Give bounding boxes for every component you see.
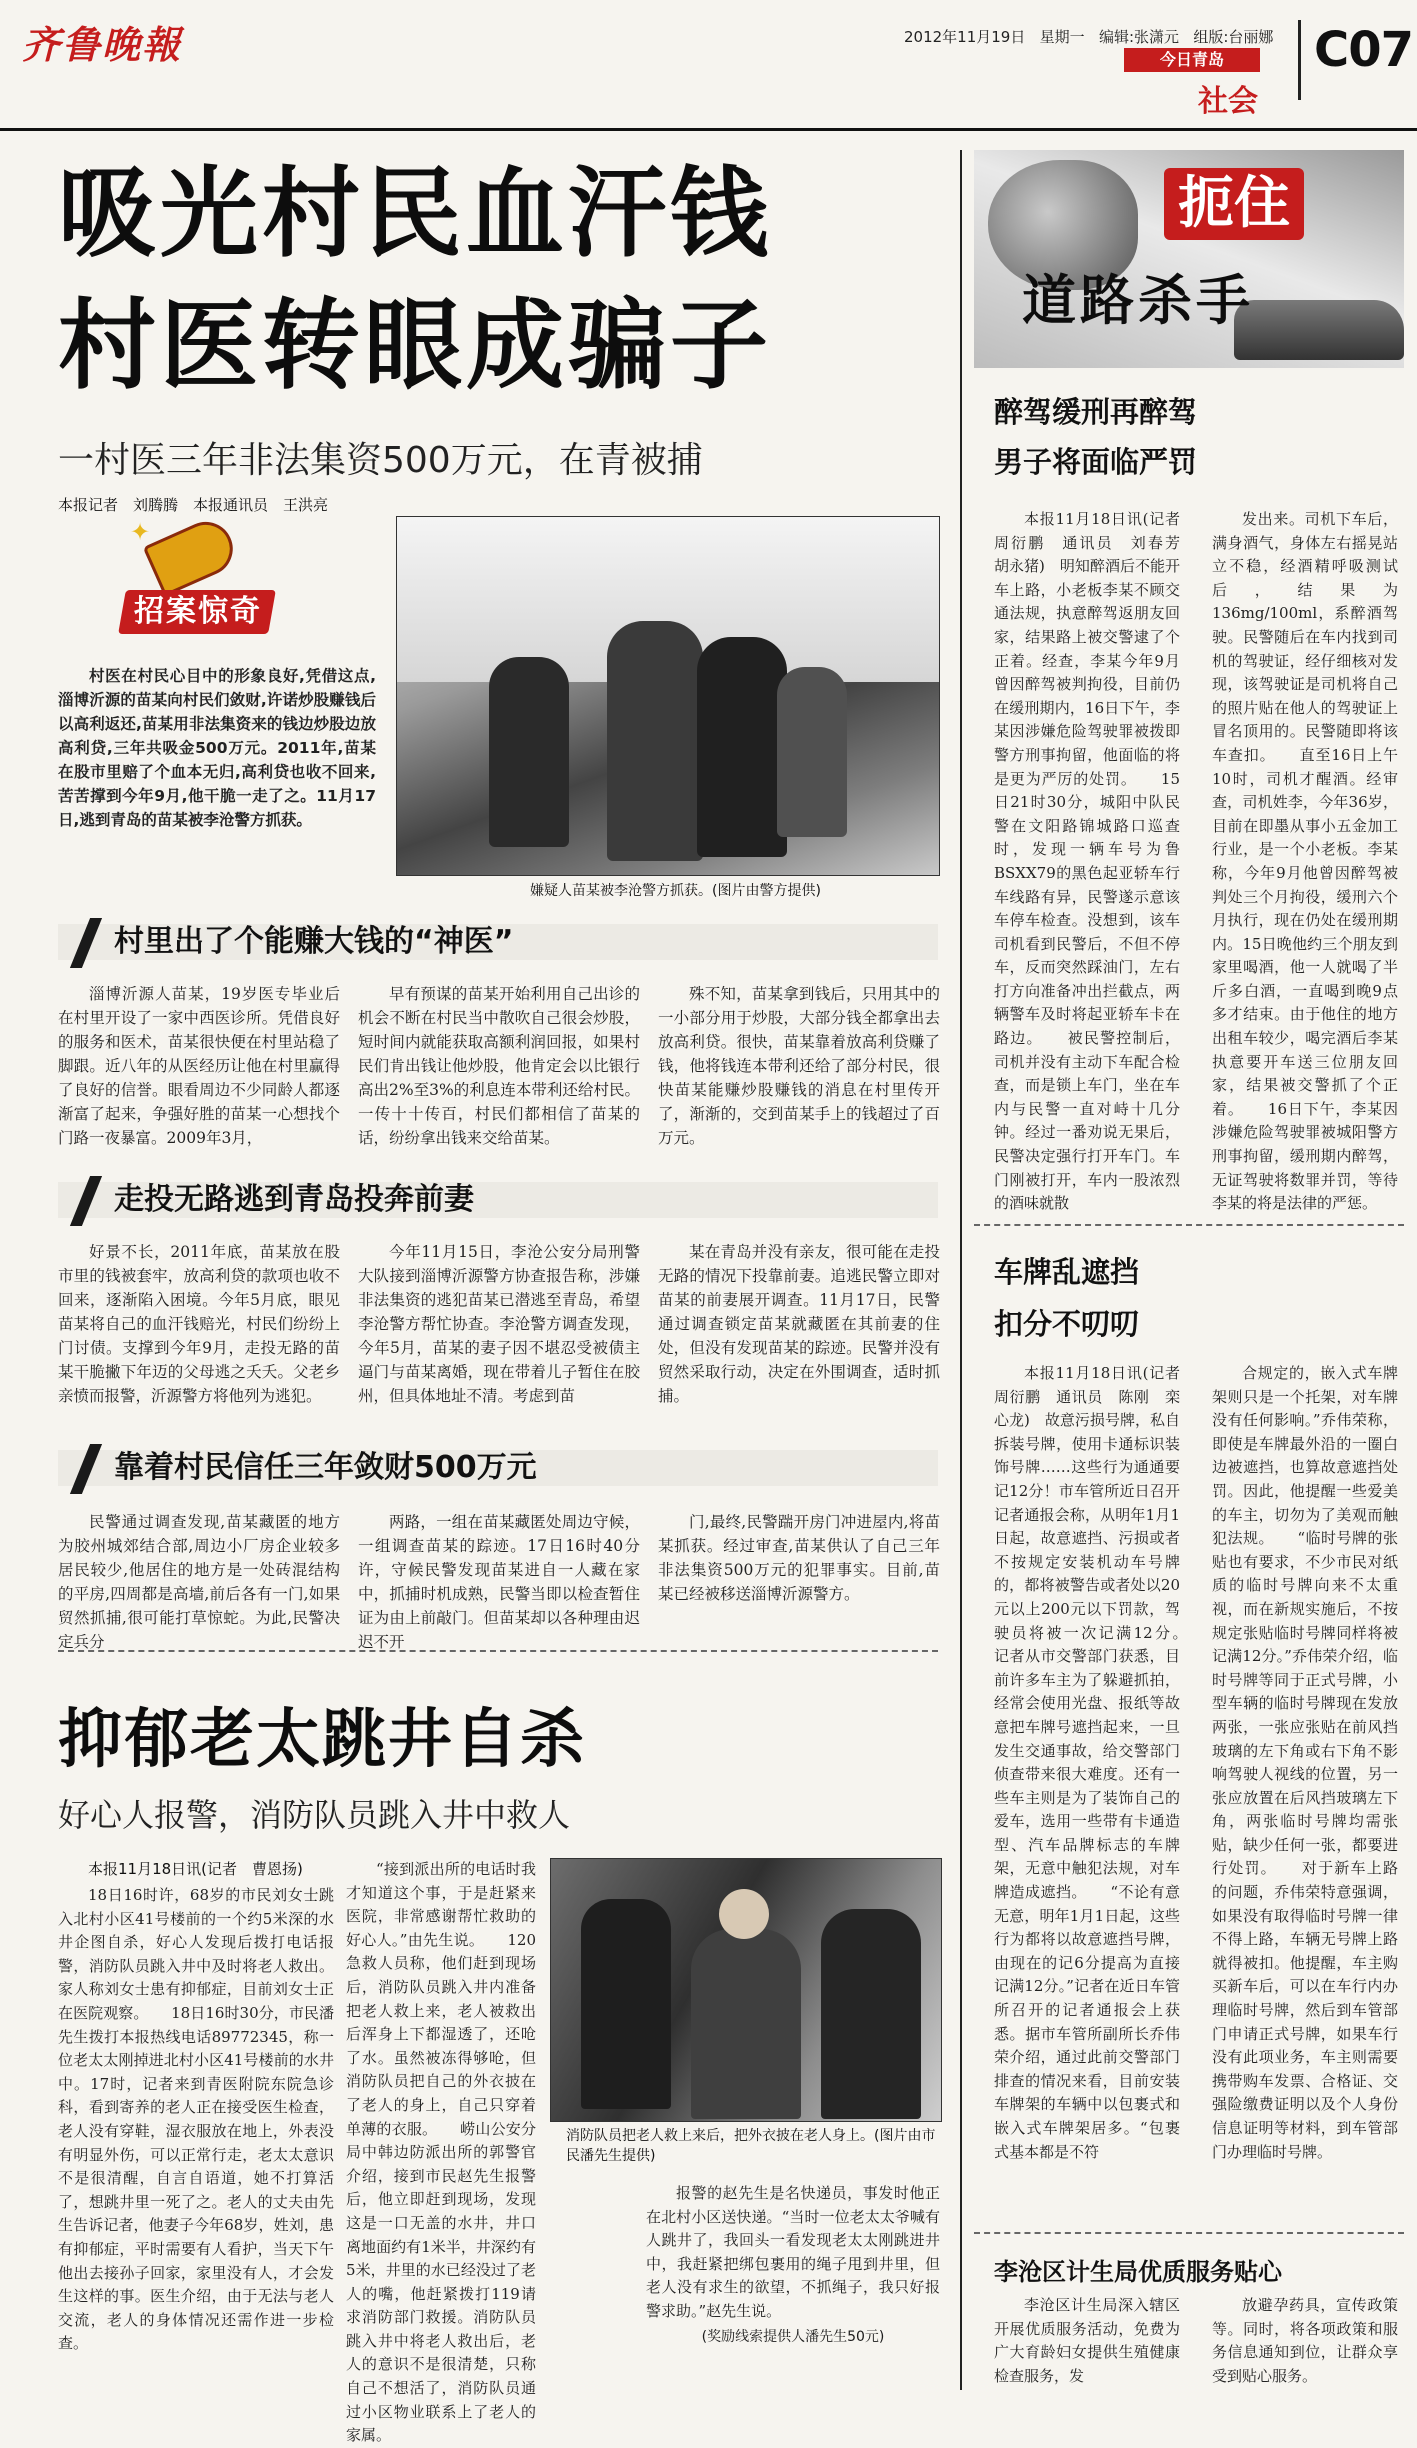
sidebar-story1-col2: 发出来。司机下车后，满身酒气，身体左右摇晃站立不稳，经酒精呼吸测试后，结果为136mg/100ml，系醉酒驾驶。民警随后在车内找到司机的驾驶证，经仔细核对发现，该驾驶证是司机将自己的照片贴在他人的驾驶证上冒名顶用的。民警随即将该车查扣。 直至16日上午10时，司机才醒酒。经审查，司机姓李，今年36岁，目前在即墨从事小五金加工行业，是一个小老板。李某称，今年9月他曾因醉驾被判处三个月拘役，缓刑六个月执行，现在仍处在缓刑期内。15日晚他约三个朋友到家里喝酒，他一人就喝了半斤多白酒，一直喝到晚9点多才结束。由于他住的地方出租车较少，喝完酒后李某执意要开车送三位朋友回家，结果被交警抓了个正着。 16日下午，李某因涉嫌危险驾驶罪被城阳警方刑事拘留，缓刑期内醉驾，无证驾驶将数罪并罚，等待李某的将是法律的严惩。: [1212, 510, 1398, 1213]
lead-section2-heading: [58, 1172, 938, 1228]
section3-heading-text: 靠着村民信任三年敛财500万元: [114, 1450, 537, 1485]
badge-text: 招案惊奇: [134, 594, 262, 629]
lead-section2-col2: 今年11月15日，李沧公安分局刑警大队接到淄博沂源警方协查报告称，涉嫌非法集资的逃犯苗某已潜逃至青岛，希望李沧警方帮忙协查。李沧警方调查发现，今年5月，苗某的妻子因不堪忍受被债主逼门与苗某离婚，现在带着儿子暂住在胶州，但具体地址不清。考虑到苗: [358, 1243, 640, 1405]
lead-intro: 村医在村民心目中的形象良好,凭借这点,淄博沂源的苗某向村民们敛财,许诺炒股赚钱后以高利返还,苗某用非法集资来的钱边炒股边放高利贷,三年共吸金500万元。2011年,苗某在股市里赔了个血本无归,高利贷也收不回来,苦苦撑到今年9月,他干脆一走了之。11月17日,逃到青岛的苗某被李沧警方抓获。: [58, 667, 376, 829]
editor-credit: 编辑:张潇元: [1099, 28, 1180, 46]
sidebar-story1-col1: 本报11月18日讯(记者 周衍鹏 通讯员 刘春芳 胡永猪) 明知醉酒后不能开车上路，小老板李某不顾交通法规，执意醉驾返朋友回家，结果路上被交警逮了个正着。经查，李某今年9月曾因醉驾被判拘役，目前仍在缓刑期内，16日下午，李某因涉嫌危险驾驶罪被拨即警方刑事拘留，他面临的将是更为严厉的处罚。 15日21时30分，城阳中队民警在文阳路锦城路口巡查时，发现一辆车号为鲁BSXX79的黑色起亚轿车行车线路有异，民警遂示意该车停车检查。没想到，该车司机看到民警后，不但不停车，反而突然踩油门，左右打方向准备冲出拦截点，两辆警车及时将起亚轿车卡在路边。 被民警控制后，司机并没有主动下车配合检查，而是锁上车门，坐在车内与民警一直对峙十几分钟。经过一番劝说无果后，民警决定强行打开车门。车门刚被打开，车内一股浓烈的酒味就散: [994, 510, 1196, 1213]
burst-icon: ✦: [130, 518, 151, 546]
section-region-tag: [1124, 48, 1260, 72]
sidebar-story2-headline-2: 扣分不叨叨: [994, 1307, 1140, 1341]
section-region-label: 今日青岛: [1159, 50, 1224, 69]
sidebar-story2-headline-1: 车牌乱遮挡: [994, 1255, 1140, 1289]
sidebar-story2-col1: 本报11月18日讯(记者 周衍鹏 通讯员 陈刚 栾心龙) 故意污损号牌，私自拆装号牌，使用卡通标识装饰号牌……这些行为通通要记12分！市车管所近日召开记者通报会称，从明年1月1日起，故意遮挡、污损或者不按规定安装机动车号牌的，都将被警告或者处以20元以上200元以下罚款，驾驶员将被一次记满12分。 记者从市交警部门获悉，目前许多车主为了躲避抓拍，经常会使用光盘、报纸等故意把车牌号遮挡起来，一旦发生交通事故，给交警部门侦查带来很大难度。还有一些车主则是为了装饰自己的爱车，选用一些带有卡通造型、汽车品牌标志的车牌架，无意中触犯法规，对车牌造成遮挡。 “不论有意无意，明年1月1日起，这些行为都将以故意遮挡号牌，由现在的记6分提高为直接记满12分。”记者在近日车管所召开的记者通报会上获悉。据市车管所副所长乔伟荣介绍，通过此前交警部门排查的情况来看，目前安装车牌架的车辆中以包裹式和嵌入式车牌架居多。“包裹式基本都是不符: [994, 1364, 1211, 2161]
case-badge: [122, 518, 272, 658]
masthead-divider: [1298, 20, 1301, 100]
lead-section3-col2: 两路，一组在苗某藏匿处周边守候，一组调查苗某的踪迹。17日16时40分许，守候民警发现苗某进自一人藏在家中，抓捕时机成熟，民警当即以检查暂住证为由上前敲门。但苗某却以各种理由迟迟不开: [358, 1513, 640, 1651]
lead-photo-arrest: [396, 516, 940, 876]
second-headline: 抑郁老太跳井自杀: [58, 1703, 586, 1777]
second-col3: 报警的赵先生是名快递员，事发时他正在北村小区送快递。“当时一位老太太爷喊有人跳井了，我回头一看发现老太太刚跳进井中，我赶紧把绑包裹用的绳子甩到井里，但老人没有求生的欲望，不抓绳子，我只好报警求助。”赵先生说。 (奖励线索提供人潘先生50元): [646, 2184, 940, 2345]
lead-subheadline: 一村医三年非法集资500万元，在青被捕: [58, 440, 703, 481]
tip-note: (奖励线索提供人潘先生50元): [701, 2328, 885, 2345]
sidebar-story3-col2: 放避孕药具，宣传政策等。同时，将各项政策和服务信息通知到位，让群众享受到贴心服务。: [1212, 2296, 1398, 2385]
page-column-separator: [960, 150, 962, 2390]
lead-section1-heading: [58, 914, 938, 970]
second-col2: “接到派出所的电话时我才知道这个事，于是赶紧来医院，非常感谢帮忙救助的好心人。”由先生说。 120急救人员称，他们赶到现场后，消防队员跳入井内准备把老人救上来，老人被救出后浑身上下都湿透了，还呛了水。虽然被冻得够呛，但消防队员把自己的外衣披在了老人的身上，自己只穿着单薄的衣服。 崂山公安分局中韩边防派出所的郭警官介绍，接到市民赵先生报警后，他立即赶到现场，发现这是一口无盖的水井，井口离地面约有1米半，井深约有5米，井里的水已经没过了老人的嘴，他赶紧拨打119请求消防部门救援。消防队员跳入井中将老人救出后，老人的意识不是很清楚，只称自己不想活了，消防队员通过小区物业联系上了老人的家属。: [346, 1860, 536, 2445]
megaphone-icon: [143, 513, 242, 596]
sidebar-story1-headline-2: 男子将面临严罚: [994, 445, 1198, 479]
sidebar-story2-col2: 合规定的，嵌入式车牌架则只是一个托架，对车牌没有任何影响。”乔伟荣称，即使是车牌最外沿的一圈白边被遮挡，也算故意遮挡处罚。因此，他提醒一些爱美的车主，切勿为了美观而触犯法规。 “临时号牌的张贴也有要求，不少市民对纸质的临时号牌向来不太重视，而在新规实施后，不按规定张贴临时号牌同样将被记满12分。”乔伟荣介绍，临时号牌等同于正式号牌，小型车辆的临时号牌现在发放两张，一张应张贴在前风挡玻璃的左下角或右下角不影响驾驶人视线的位置，另一张应放置在后风挡玻璃左下角，两张临时号牌均需张贴，缺少任何一张，都要进行处罚。 对于新车上路的问题，乔伟荣特意强调，如果没有取得临时号牌一律不得上路，车辆无号牌上路就得被扣。他提醒，车主购买新车后，可以在车行内办理临时号牌，然后到车管部门申请正式号牌，如果车行没有此项业务，车主则需要携带购车发票、合格证、交强险缴费证明以及个人身份信息证明等材料，到车管部门办理临时号牌。: [1212, 1364, 1398, 2161]
section2-heading-text: 走投无路逃到青岛投奔前妻: [114, 1182, 474, 1217]
second-photo-rescue: [550, 1858, 942, 2122]
lead-section2-col3: 某在青岛并没有亲友，很可能在走投无路的情况下投靠前妻。追逃民警立即对苗某的前妻展开调查。11月17日，民警通过调查锁定苗某就藏匿在其前妻的住处，但没有发现苗某的踪迹。民警并没有贸然采取行动，决定在外围调查，适时抓捕。: [658, 1243, 940, 1405]
paper-name: 齐鲁晚報: [22, 22, 183, 67]
sidebar-story3-headline: 李沧区计生局优质服务贴心: [994, 2258, 1282, 2286]
issue-weekday: 星期一: [1039, 28, 1085, 46]
sidebar-divider-2: [974, 2232, 1404, 2234]
layout-credit: 组版:台丽娜: [1193, 28, 1274, 46]
lead-section1-col2: 早有预谋的苗某开始利用自己出诊的机会不断在村民当中散吹自己很会炒股，短时间内就能获取高额利润回报，如果村民们肯出钱让他炒股，他肯定会以比银行高出2%至3%的利息连本带利还给村民。一传十十传百，村民们都相信了苗某的话，纷纷拿出钱来交给苗某。: [358, 985, 640, 1147]
second-col1: 18日16时许，68岁的市民刘女士跳入北村小区41号楼前的一个约5米深的水井企图自杀，好心人发现后拨打电话报警，消防队员跳入井中及时将老人救出。家人称刘女士患有抑郁症，目前刘女士正在医院观察。 18日16时30分，市民潘先生拨打本报热线电话89772345，称一位老太太刚掉进北村小区41号楼前的水井中。17时，记者来到青医附院东院急诊科，看到寄养的老人正在接受医生检查，老人没有穿鞋，湿衣服放在地上，外表没有明显外伤，可以正常行走，老太太意识不是很清醒，自言自语道，她不打算活了，想跳井里一死了之。老人的丈夫由先生告诉记者，他妻子今年68岁，姓刘，患有抑郁症，平时需要有人看护，当天下午他出去接孙子回家，家里没有人，才会发生这样的事。医生介绍，由于无法与老人交流，老人的身体情况还需作进一步检查。: [58, 1886, 334, 2353]
second-byline: 本报11月18日讯(记者 曹恩扬): [88, 1860, 303, 1878]
issue-date: 2012年11月19日: [904, 28, 1026, 46]
lead-headline-line2: 村医转眼成骗子: [58, 289, 773, 403]
header-meta: [904, 26, 1273, 47]
lead-section3-heading: [58, 1440, 938, 1496]
second-subheadline: 好心人报警，消防队员跳入井中救人: [58, 1796, 571, 1834]
lead-headline-line1: 吸光村民血汗钱: [58, 157, 773, 271]
lead-section2-col1: 好景不长，2011年底，苗某放在股市里的钱被套牢，放高利贷的款项也收不回来，逐渐陷入困境。今年5月底，眼见苗某将自己的血汗钱赔光，村民们纷纷上门讨债。支撑到今年9月，走投无路的苗某干脆撇下年迈的父母逃之夭夭。父老乡亲愤而报警，沂源警方将他列为逃犯。: [58, 1243, 340, 1405]
second-photo-caption: 消防队员把老人救上来后，把外衣披在老人身上。(图片由市民潘先生提供): [566, 2128, 936, 2164]
lead-section3-col1: 民警通过调查发现,苗某藏匿的地方为胶州城郊结合部,周边小厂房企业较多居民较少,他居住的地方是一处砖混结构的平房,四周都是高墙,前后各有一门,如果贸然抓捕,很可能打草惊蛇。为此,民警决定兵分: [58, 1513, 340, 1651]
wrecked-car-icon: [1234, 300, 1404, 360]
page-code: C07: [1314, 22, 1414, 78]
sidebar-banner: [974, 150, 1404, 368]
banner-subtitle: 道路杀手: [1022, 269, 1254, 332]
story-divider: [58, 1650, 938, 1652]
section-name: 社会: [1198, 84, 1258, 119]
sidebar-story3-col1: 李沧区计生局深入辖区开展优质服务活动，免费为广大育龄妇女提供生殖健康检查服务，发: [994, 2296, 1180, 2385]
section1-heading-text: 村里出了个能赚大钱的“神医”: [114, 924, 514, 959]
masthead-rule: [0, 128, 1417, 131]
lead-section1-col1: 淄博沂源人苗某，19岁医专毕业后在村里开设了一家中西医诊所。凭借良好的服务和医术，苗某很快便在村里站稳了脚跟。近八年的从医经历让他在村里赢得了良好的信誉。眼看周边不少同龄人都逐渐富了起来，争强好胜的苗某一心想找个门路一夜暴富。2009年3月，: [58, 985, 340, 1147]
sidebar-divider-1: [974, 1224, 1404, 1226]
lead-byline: 本报记者 刘腾腾 本报通讯员 王洪亮: [58, 496, 329, 514]
sidebar-story1-headline-1: 醉驾缓刑再醉驾: [994, 395, 1198, 429]
banner-title: 扼住: [1164, 168, 1304, 240]
lead-photo-caption: 嫌疑人苗某被李沧警方抓获。(图片由警方提供): [530, 883, 821, 899]
lead-section1-col3: 殊不知，苗某拿到钱后，只用其中的一小部分用于炒股，大部分钱全都拿出去放高利贷。很快，苗某靠着放高利贷赚了钱，他将钱连本带利还给了部分村民，很快苗某能赚炒股赚钱的消息在村里传开了，渐渐的，交到苗某手上的钱超过了百万元。: [658, 985, 940, 1147]
lead-section3-col3: 门,最终,民警踹开房门冲进屋内,将苗某抓获。经过审查,苗某供认了自己三年非法集资500万元的犯罪事实。目前,苗某已经被移送淄博沂源警方。: [658, 1513, 940, 1603]
